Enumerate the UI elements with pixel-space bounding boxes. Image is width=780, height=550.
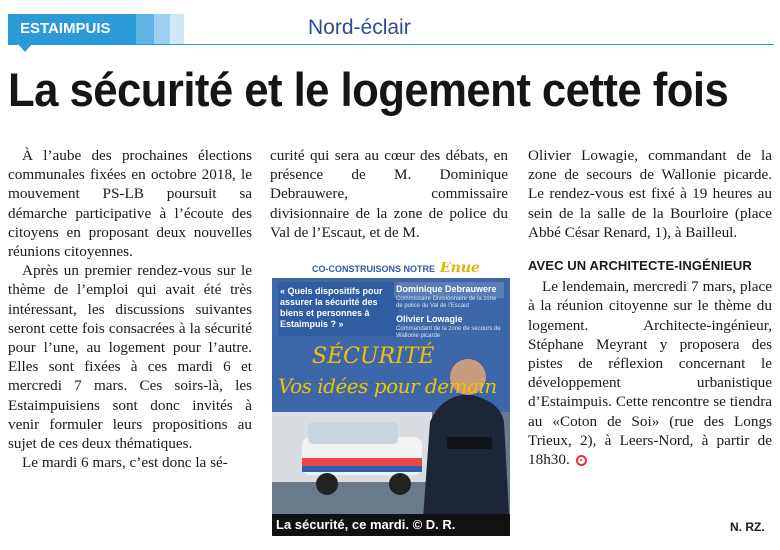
photo-title: SÉCURITÉ <box>312 344 435 369</box>
paragraph: Après un premier rendez-vous sur le thème de l’emploi qui avait été très intéressant, les discussions suivantes seront cette fois consacrées à la sécurité pour l’une, au logement pour l’autre. Elles sont fixées à ces mardi 6 et mercredi 7 mars. Ces soirs-là, les Estaimpuisiens sont donc invités à venir formuler leurs propositions au sujet de ces deux thématiques. <box>8 262 252 453</box>
article-photo <box>272 262 510 532</box>
paragraph-text: Le lendemain, mercredi 7 mars, place à la réunion citoyenne sur le thème du logement. Architecte-ingénieur, Stéphane Meyrant y proposera des pistes de réflexion concernant le développement urbanistique d’Estaimpuis. Cette rencontre se tiendra au «Coton de Soi» (rue des Longs Trieux, 2), à Leers-Nord, à partir de 18h30. <box>528 278 772 469</box>
photo-speaker2-name: Olivier Lowagie <box>396 314 463 324</box>
header-rule <box>8 44 774 45</box>
paragraph: Le mardi 6 mars, c’est donc la sé- <box>22 454 228 472</box>
tag-decor-square <box>170 14 184 44</box>
article-headline: La sécurité et le logement cette fois <box>8 63 729 116</box>
article-column-3 <box>528 146 772 469</box>
tag-decor-square <box>136 14 154 44</box>
paragraph: À l’aube des prochaines élections communales fixées en octobre 2018, le mouvement PS-LB poursuit sa démarche participative à l’écoute des citoyens en proposant deux nouvelles réunions citoyennes. <box>8 147 252 261</box>
photo-caption: La sécurité, ce mardi. © D. R. <box>272 514 510 536</box>
paragraph: Olivier Lowagie, commandant de la zone de secours de Wallonie picarde. Le rendez-vous est fixé à 19 heures au sein de la salle de la Bourloire (place Abbé César Renard, 1), à Bailleul. <box>528 147 772 241</box>
section-subhead: AVEC UN ARCHITECTE-INGÉNIEUR <box>528 258 752 274</box>
photo-slogan: Vos idées pour demain <box>278 374 497 398</box>
article-column-1 <box>8 146 252 472</box>
photo-banner-badge: Enue <box>440 262 480 276</box>
photo-speaker1-name: Dominique Debrauwere <box>396 284 497 294</box>
author-signature: N. RZ. <box>730 520 765 534</box>
section-tag: ESTAIMPUIS <box>8 14 136 44</box>
photo-banner: CO-CONSTRUISONS NOTRE <box>312 264 436 274</box>
section-tag-notch <box>18 44 32 52</box>
photo-speaker1-role: Commissaire Divisionnaire de la zone de police du Val de l'Escaut <box>396 296 497 309</box>
photo-question: « Quels dispositifs pour assurer la sécurité des biens et personnes à Estaimpuis ? » <box>280 286 383 329</box>
tag-decor-square <box>154 14 170 44</box>
end-mark-icon <box>576 455 587 466</box>
paragraph <box>528 277 772 469</box>
photo-speaker2-role: Commandant de la zone de secours de Wallonie picarde <box>396 326 501 339</box>
paragraph: curité qui sera au cœur des débats, en présence de M. Dominique Debrauwere, commissaire divisionnaire de la zone de police du Val de l’Escaut, et de M. <box>270 147 508 241</box>
article-column-2 <box>270 146 508 242</box>
newspaper-source: Nord-éclair <box>308 16 411 39</box>
